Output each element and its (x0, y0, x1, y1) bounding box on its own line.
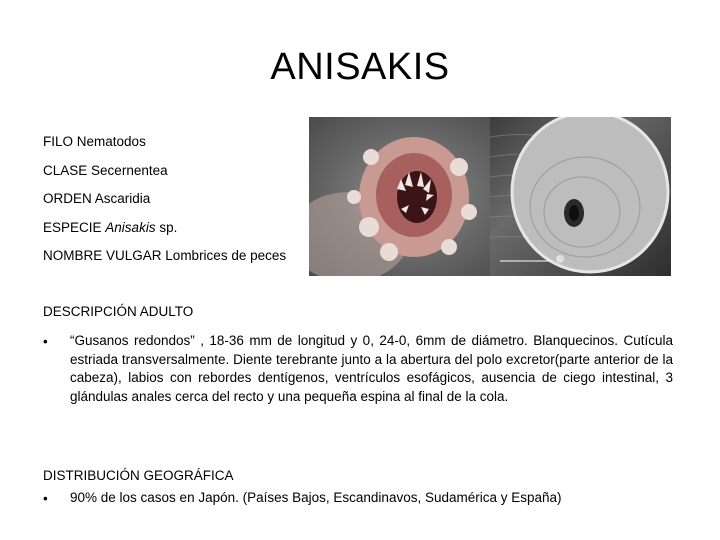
fact-value: Secernentea (91, 162, 168, 178)
anisakis-sem-photo (490, 117, 671, 276)
species-suffix: sp. (155, 219, 178, 235)
fact-nombre-vulgar (43, 247, 303, 276)
fact-value: Ascaridia (94, 191, 151, 206)
fact-label: ORDEN (43, 191, 92, 206)
fact-label: NOMBRE VULGAR (43, 248, 162, 263)
species-genus: Anisakis (105, 219, 156, 235)
fact-label: CLASE (43, 162, 88, 178)
fact-clase (43, 162, 303, 191)
fact-orden (43, 190, 303, 219)
slide-title: ANISAKIS (270, 46, 450, 88)
fact-value: Nematodos (76, 134, 146, 149)
fact-especie (43, 219, 303, 248)
fact-label: ESPECIE (43, 219, 102, 235)
fact-filo (43, 133, 303, 162)
distribution-text: 90% de los casos en Japón. (Países Bajos, Escandinavos, Sudamérica y España) (70, 490, 562, 505)
fact-value (105, 220, 177, 235)
taxonomy-facts (43, 133, 303, 276)
fact-value: Lombrices de peces (165, 248, 287, 263)
fact-label: FILO (43, 134, 74, 149)
anisakis-head-image (309, 117, 492, 276)
anisakis-head-photo (309, 117, 492, 276)
description-heading: DESCRIPCIÓN ADULTO (43, 304, 194, 319)
description-text: “Gusanos redondos” , 18-36 mm de longitud y 0, 24-0, 6mm de diámetro. Blanquecinos. Cutícula estriada transversalmente. Diente terebrante junto a la abertura del polo excretor(parte anterior de la cabeza), labios con rebordes dentígenos, ventrículos esofágicos, ausencia de ciego intestinal, 3 glándulas anales cerca del recto y una pequeña espina al final de la cola. (70, 333, 673, 404)
anisakis-sem-image (490, 117, 671, 276)
bullet-marker: • (43, 491, 48, 506)
bullet-marker: • (43, 334, 48, 349)
distribution-heading: DISTRIBUCIÓN GEOGRÁFICA (43, 468, 234, 483)
